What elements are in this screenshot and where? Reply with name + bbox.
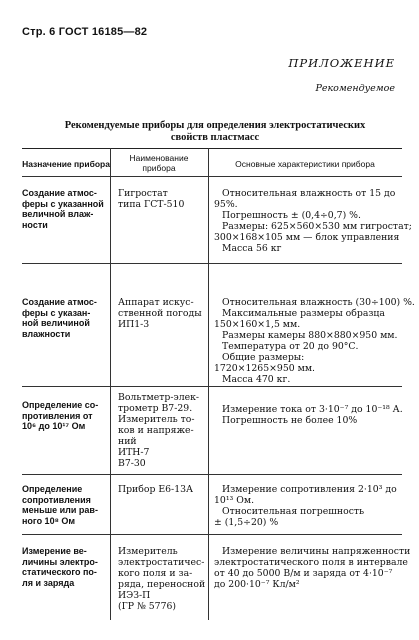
header-device-line-1: Наименование [129,153,189,163]
row-5-device-line: (ГР № 5776) [118,601,177,612]
row-2-specs-line: Относительная влажность (30÷100) %. [222,297,415,308]
row-1-specs-line: Масса 56 кг [222,243,282,254]
row-3-device-line: трометр В7-29. [118,403,193,414]
row-2-specs-line: 1720×1265×950 мм. [214,363,316,374]
header-device-line-2: прибора [142,162,176,173]
row-2-specs [214,297,415,385]
row-2-purpose-line: влажности [22,328,71,339]
row-1-device [118,188,208,210]
row-5-device-line: ИЭЗ-П [118,590,151,601]
table-header-rule [22,176,402,177]
page-header: Стр. 6 ГОСТ 16185—82 [22,26,148,38]
row-1-device-line: типа ГСТ-510 [118,199,185,210]
row-2-purpose [22,297,106,339]
col-divider-2 [208,148,209,620]
row-3-device-line: В7-30 [118,458,146,469]
row-1-specs-line: 300×168×105 мм — блок управления [214,232,400,243]
table-title [40,120,390,144]
row-3-specs-line: Погрешность не более 10% [222,415,358,426]
row-2-device-line: ственной погоды [118,308,202,319]
row-1-purpose [22,188,106,230]
row-3-purpose [22,400,106,432]
header-specs: Основные характеристики прибора [235,159,375,169]
row-1-purpose-line: ности [22,219,48,230]
row-3-device-line: ний [118,436,137,447]
col-divider-1 [110,148,111,620]
row-1-specs-line: Относительная влажность от 15 до [222,188,396,199]
row-4-purpose-line: Определение [22,484,83,494]
row-5-purpose [22,546,106,588]
row-2-specs-line: Общие размеры: [222,352,305,363]
appendix-note: Рекомендуемое [315,83,395,94]
row-5-specs [214,546,411,590]
appendix-title: ПРИЛОЖЕНИЕ [288,56,395,70]
row-4-specs [214,484,402,528]
row-3-device-line: ИТН-7 [118,447,150,458]
row-3-specs [214,404,402,426]
row-2-purpose-line: феры с указан- [22,307,91,318]
row-1-specs-line: Погрешность ± (0,4÷0,7) %. [222,210,361,221]
row-3-device-line: Вольтметр-элек- [118,392,200,403]
row-2-device [118,297,208,330]
table-top-rule [22,148,402,149]
row-3-purpose-line: 10⁶ до 10¹⁷ Ом [22,421,86,431]
row-5-device-line: кого поля и за- [118,568,193,579]
row-5-purpose-line: Измерение ве- [22,546,87,556]
row-3-specs-line: Измерение тока от 3·10⁻⁷ до 10⁻¹⁸ А. [222,404,403,415]
row-4-device-line: Прибор Е6-13А [118,484,194,495]
row-2-purpose-line: Создание атмос- [22,297,97,307]
table-title-line-1: Рекомендуемые приборы для определения электростатических [64,120,366,131]
row-rule-3 [22,474,402,475]
table-title-line-2: свойств пластмасс [170,132,260,143]
row-5-specs-line: от 40 до 5000 В/м и заряда от 4·10⁻⁷ [214,568,393,579]
row-3-device [118,392,208,469]
row-4-device [118,484,208,495]
row-3-device-line: Измеритель то- [118,414,195,425]
row-5-specs-line: до 200·10⁻⁷ Кл/м² [214,579,300,590]
row-4-specs-line: ± (1,5÷20) % [214,517,279,528]
row-4-purpose [22,484,106,526]
row-1-device-line: Гигростат [118,188,168,199]
row-2-device-line: ИП1-3 [118,319,150,330]
row-5-purpose-line: ля и заряда [22,577,75,588]
row-5-device-line: ряда, переносной [118,579,206,590]
row-1-specs [214,188,412,254]
row-3-device-line: ков и напряже- [118,425,194,436]
row-rule-4 [22,534,402,535]
row-3-purpose-line: противления от [22,410,93,421]
row-4-purpose-line: сопротивления [22,494,91,505]
row-5-device-line: электростатичес- [118,557,205,568]
row-2-specs-line: Масса 470 кг. [222,374,291,385]
row-1-purpose-line: феры с указанной [22,198,104,209]
row-1-purpose-line: Создание атмос- [22,188,97,198]
row-5-device [118,546,208,612]
row-3-purpose-line: Определение со- [22,400,99,410]
row-5-specs-line: электростатического поля в интервале [214,557,408,568]
row-2-purpose-line: ной величиной [22,318,90,328]
row-rule-1 [22,263,402,264]
row-rule-2 [22,386,402,387]
row-4-purpose-line: меньше или рав- [22,505,98,515]
row-2-device-line: Аппарат искус- [118,297,194,308]
row-2-specs-line: 150×160×1,5 мм. [214,319,301,330]
row-1-purpose-line: величной влаж- [22,209,94,219]
row-5-purpose-line: личины электро- [22,556,98,567]
row-4-specs-line: 10¹³ Ом. [214,495,255,506]
header-device [110,154,208,173]
row-5-purpose-line: статического по- [22,567,97,577]
row-2-specs-line: Температура от 20 до 90°С. [222,341,359,352]
row-5-specs-line: Измерение величины напряженности [222,546,411,557]
row-4-specs-line: Относительная погрешность [222,506,365,517]
header-purpose: Назначение прибора [22,159,110,169]
row-2-specs-line: Максимальные размеры образца [222,308,385,319]
instruments-table [22,148,415,620]
row-4-purpose-line: ного 10⁸ Ом [22,515,75,526]
row-4-specs-line: Измерение сопротивления 2·10³ до [222,484,397,495]
row-1-specs-line: 95%. [214,199,238,210]
row-5-device-line: Измеритель [118,546,178,557]
row-2-specs-line: Размеры камеры 880×880×950 мм. [222,330,398,341]
row-1-specs-line: Размеры: 625×560×530 мм гигростат; [222,221,412,232]
